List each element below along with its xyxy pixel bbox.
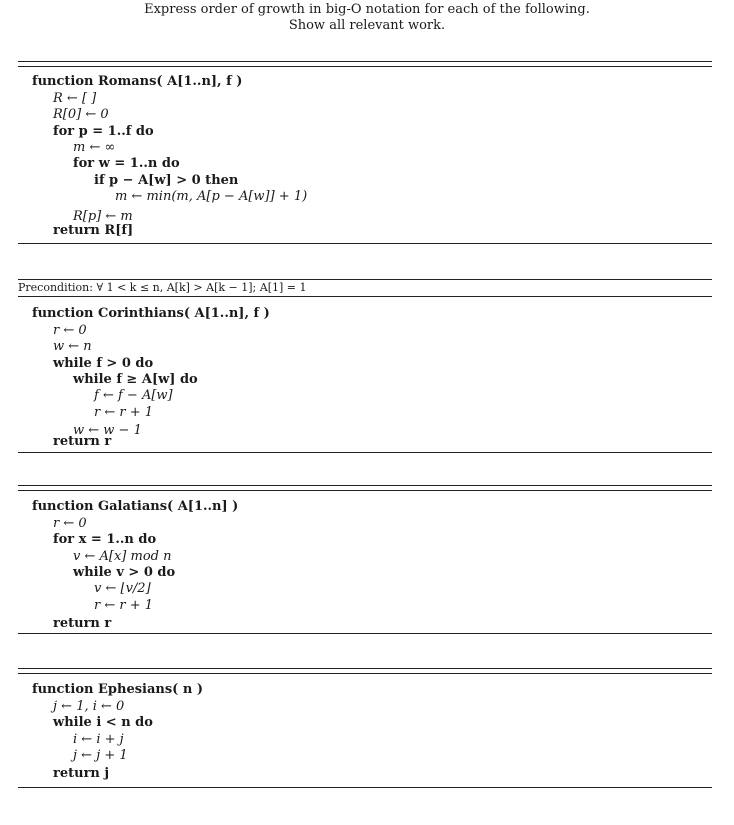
function-signature: function Romans( A[1..n], f ) bbox=[32, 74, 243, 89]
code-line: R[0] ← 0 bbox=[53, 107, 109, 122]
code-line: r ← 0 bbox=[53, 516, 87, 531]
code-line: R ← [ ] bbox=[53, 91, 97, 106]
divider bbox=[18, 490, 712, 491]
code-line: j ← 1, i ← 0 bbox=[53, 699, 125, 714]
divider bbox=[18, 668, 712, 669]
code-line: i ← i + j bbox=[73, 732, 124, 747]
code-line: for w = 1..n do bbox=[73, 156, 180, 171]
divider bbox=[18, 66, 712, 67]
instructions-line-1: Express order of growth in big-O notation for each of the following. bbox=[144, 2, 590, 17]
instructions-line-2: Show all relevant work. bbox=[288, 18, 446, 33]
code-line: return R[f] bbox=[53, 223, 134, 238]
code-line: return r bbox=[53, 616, 112, 631]
function-signature: function Corinthians( A[1..n], f ) bbox=[32, 306, 270, 321]
code-line: if p − A[w] > 0 then bbox=[94, 173, 239, 188]
code-line: r ← 0 bbox=[53, 323, 87, 338]
code-line: while i < n do bbox=[53, 715, 153, 730]
code-line: j ← j + 1 bbox=[73, 748, 128, 763]
divider bbox=[18, 633, 712, 634]
divider bbox=[18, 61, 712, 62]
code-line: m ← ∞ bbox=[73, 140, 116, 155]
code-line: return r bbox=[53, 434, 112, 449]
code-line: f ← f − A[w] bbox=[94, 388, 173, 403]
code-line: for x = 1..n do bbox=[53, 532, 157, 547]
divider bbox=[18, 296, 712, 297]
code-line: r ← r + 1 bbox=[94, 598, 154, 613]
code-line: R[p] ← m bbox=[73, 209, 133, 224]
code-line: r ← r + 1 bbox=[94, 405, 154, 420]
function-signature: function Ephesians( n ) bbox=[32, 682, 203, 697]
code-line: while v > 0 do bbox=[73, 565, 176, 580]
code-line: v ← A[x] mod n bbox=[73, 549, 172, 564]
divider bbox=[18, 485, 712, 486]
instructions-header bbox=[0, 2, 734, 34]
divider bbox=[18, 452, 712, 453]
divider bbox=[18, 279, 712, 280]
divider bbox=[18, 673, 712, 674]
code-line: for p = 1..f do bbox=[53, 124, 154, 139]
function-signature: function Galatians( A[1..n] ) bbox=[32, 499, 239, 514]
divider bbox=[18, 787, 712, 788]
code-line: return j bbox=[53, 766, 110, 781]
precondition: Precondition: ∀ 1 < k ≤ n, A[k] > A[k − 1]; A[1] = 1 bbox=[18, 281, 307, 294]
code-line: w ← n bbox=[53, 339, 92, 354]
code-line: m ← min(m, A[p − A[w]] + 1) bbox=[115, 189, 308, 204]
code-line: while f ≥ A[w] do bbox=[73, 372, 198, 387]
code-line: v ← ⌊v/2⌋ bbox=[94, 581, 151, 596]
code-line: while f > 0 do bbox=[53, 356, 154, 371]
divider bbox=[18, 243, 712, 244]
code-line: w ← w − 1 bbox=[73, 423, 142, 438]
